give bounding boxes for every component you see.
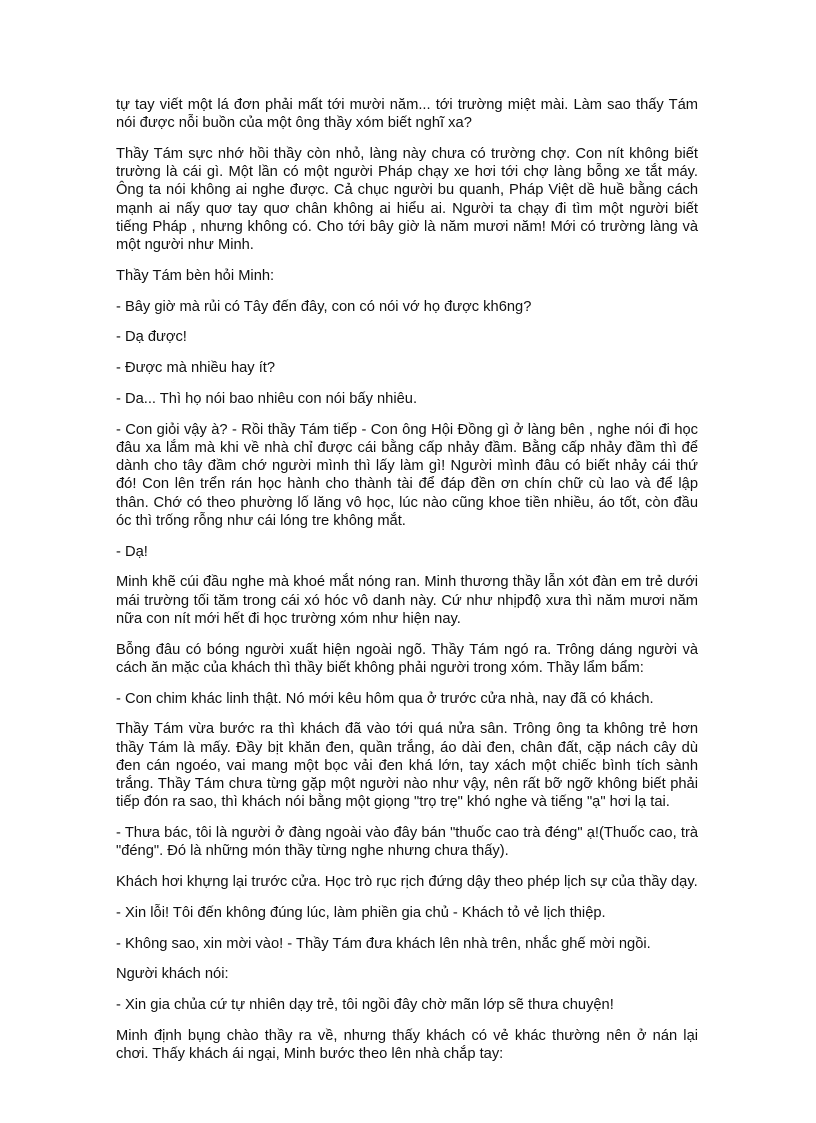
paragraph: - Không sao, xin mời vào! - Thầy Tám đưa khách lên nhà trên, nhắc ghế mời ngồi. [116,935,651,952]
paragraph: - Bây giờ mà rủi có Tây đến đây, con có nói vớ họ được kh6ng? [116,298,532,315]
document-page [116,96,698,1076]
paragraph: - Dạ! [116,543,148,560]
paragraph: Thầy Tám vừa bước ra thì khách đã vào tới quá nửa sân. Trông ông ta không trẻ hơn thầy Tám là mấy. Đầy bịt khăn đen, quần trắng, áo dài đen, chân đất, cặp nách cây dù đen cán ngoéo, vai mang một bọc vải đen khá lớn, tay xách một chiếc bình tích sành trắng. Thầy Tám chưa từng gặp một người nào như vậy, nên rất bỡ ngỡ không biết phải tiếp đón ra sao, thì khách nói bằng một giọng "trọ trẹ" khó nghe và tiếng "ạ" hơi lạ tai. [116,721,698,811]
paragraph: Người khách nói: [116,966,229,983]
paragraph: Bỗng đâu có bóng người xuất hiện ngoài ngõ. Thầy Tám ngó ra. Trông dáng người và cách ăn mặc của khách thì thầy biết không phải người trong xóm. Thầy lẩm bẩm: [116,641,698,676]
paragraph: - Con giỏi vậy à? - Rồi thầy Tám tiếp - Con ông Hội Đồng gì ở làng bên , nghe nói đi học đâu xa lắm mà khi về nhà chỉ được cái bằng cấp nhảy đầm. Bằng cấp nhảy đầm thì để dành cho tây đầm chớ người mình thì lấy làm gì! Người mình đâu có biết nhảy cái thứ đó! Con lên trển rán học hành cho thành tài để đáp đền ơn chín chữ cù lao và để lập thân. Chớ có theo phường lố lăng vô học, lúc nào cũng khoe tiền nhiều, áo tốt, còn đầu óc thì trống rỗng như cái lóng tre không mắt. [116,421,698,529]
paragraph: - Dạ được! [116,329,187,346]
paragraph: - Da... Thì họ nói bao nhiêu con nói bấy nhiêu. [116,391,418,407]
paragraph: - Xin gia chủa cứ tự nhiên dạy trẻ, tôi ngồi đây chờ mãn lớp sẽ thưa chuyện! [116,997,614,1014]
paragraph: Minh định bụng chào thầy ra về, nhưng thấy khách có vẻ khác thường nên ở nán lại chơi. Thấy khách ái ngại, Minh bước theo lên nhà chắp tay: [116,1028,698,1063]
paragraph: Khách hơi khựng lại trước cửa. Học trò rục rịch đứng dậy theo phép lịch sự của thầy dạy. [116,874,698,891]
paragraph: Thầy Tám bèn hỏi Minh: [116,267,275,284]
paragraph: Thầy Tám sực nhớ hồi thầy còn nhỏ, làng này chưa có trường chợ. Con nít không biết trường là cái gì. Một lần có một người Pháp chạy xe hơi tới chợ làng bỗng xe tắt máy. Ông ta nói không ai nghe được. Cả chục người bu quanh, Pháp Việt dề huề bằng cách mạnh ai nấy quơ tay quơ chân không ai hiểu ai. Người ta chạy đi tìm một người biết tiếng Pháp , nhưng không có. Cho tới bây giờ là năm mươi năm! Mới có trường làng và một người như Minh. [116,146,698,254]
paragraph: - Xin lỗi! Tôi đến không đúng lúc, làm phiền gia chủ - Khách tỏ vẻ lịch thiệp. [116,904,606,921]
paragraph: - Con chim khác linh thật. Nó mới kêu hôm qua ở trước cửa nhà, nay đã có khách. [116,690,654,707]
paragraph: - Được mà nhiều hay ít? [116,360,276,377]
paragraph: tự tay viết một lá đơn phải mất tới mười năm... tới trường miệt mài. Làm sao thấy Tám nói được nỗi buồn của một ông thầy xóm biết nghĩ xa? [116,97,698,132]
paragraph: - Thưa bác, tôi là người ở đàng ngoài vào đây bán "thuốc cao trà đéng" ạ!(Thuốc cao, trà "đéng". Đó là những món thầy từng nghe nhưng chưa thấy). [116,825,698,860]
paragraph: Minh khẽ cúi đầu nghe mà khoé mắt nóng ran. Minh thương thầy lẫn xót đàn em trẻ dưới mái trường tối tăm trong cái xó hóc vô danh này. Cứ như nhịpđộ xưa thì năm mươi năm nữa con nít mới hết đi học trường xóm như hiện nay. [116,574,698,627]
